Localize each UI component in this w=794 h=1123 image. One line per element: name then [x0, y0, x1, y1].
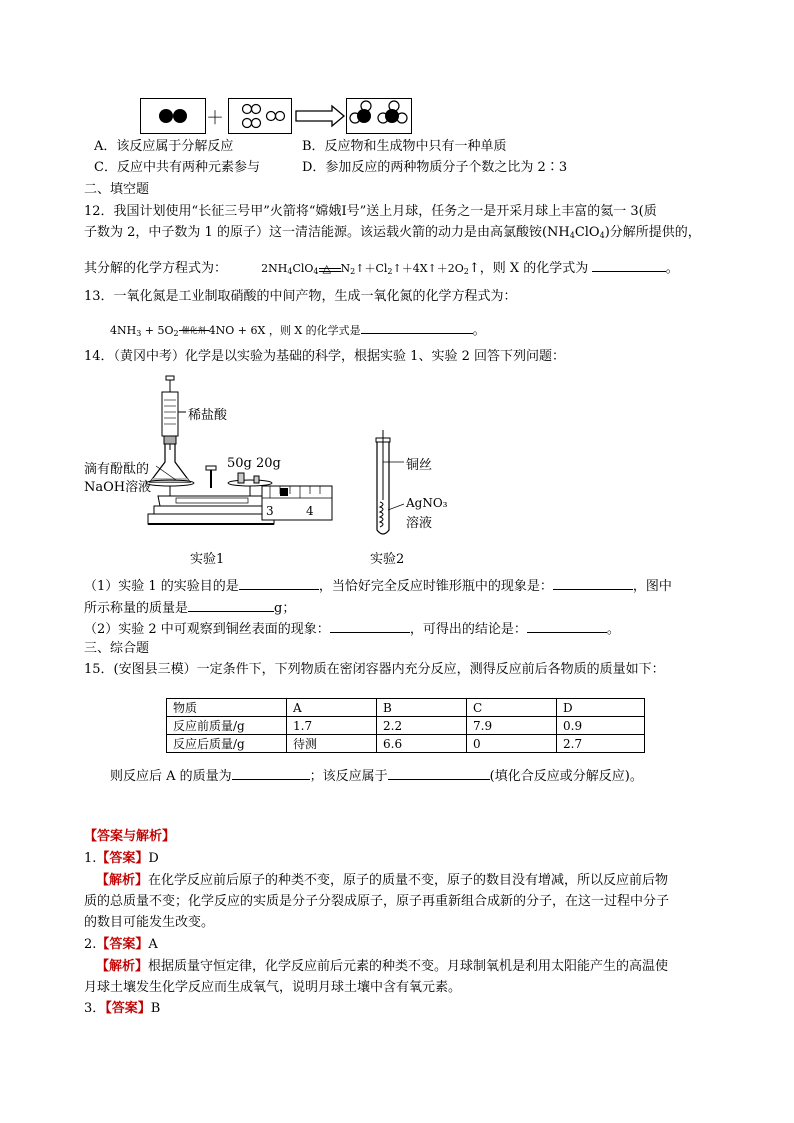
q14-phenomenon-blank[interactable] [553, 576, 633, 590]
scale-mark-4: 4 [306, 504, 314, 518]
answers-heading: 【答案与解析】 [84, 829, 176, 844]
table-cell: 2.7 [557, 735, 645, 753]
answer-3: 3．【答案】B [84, 1001, 161, 1016]
q14-sub1-line2: 所示称量的质量是 g； [84, 598, 295, 618]
reactant-box-2 [228, 98, 292, 134]
option-a: A．该反应属于分解反应 [94, 139, 234, 154]
weights-label: 50g 20g [227, 456, 281, 471]
table-cell: 1.7 [287, 717, 377, 735]
q14-mass-blank[interactable] [188, 598, 274, 612]
section-title-fill: 二、填空题 [84, 182, 150, 197]
q14-sub2-line: （2）实验 2 中可观察到铜丝表面的现象： ，可得出的结论是： 。 [84, 619, 620, 639]
q15-type-blank[interactable] [388, 766, 490, 780]
table-cell: 0 [467, 735, 557, 753]
q15-after-line: 则反应后 A 的质量为 ；该反应属于 (填化合反应或分解反应)。 [110, 766, 643, 786]
answer-1-explanation-3: 的数目可能发生改变。 [84, 915, 215, 930]
answer-2: 2.【答案】A [84, 937, 158, 952]
table-cell: C [467, 699, 557, 717]
molecule-diagram [136, 96, 416, 138]
solution-label: 溶液 [406, 516, 433, 531]
experiment-figure [84, 370, 448, 570]
table-row [167, 717, 645, 735]
q15-mass-blank[interactable] [232, 766, 310, 780]
q14-conclusion-blank[interactable] [527, 619, 607, 633]
q14-line1: 14．（黄冈中考）化学是以实验为基础的科学，根据实验 1、实验 2 回答下列问题： [84, 349, 565, 364]
table-cell: D [557, 699, 645, 717]
answer-1: 1.【答案】D [84, 851, 159, 866]
section-title-comprehensive: 三、综合题 [84, 641, 150, 656]
q12-equation: $2NH_4ClO_4$ △ $N_2↑+Cl_2↑+4X↑+2O_2↑$，则 X 的化学式为 [261, 261, 589, 276]
q14-sub1-line1: （1）实验 1 的实验目的是 ，当恰好完全反应时锥形瓶中的现象是： ，图中 [84, 576, 672, 596]
table-cell: 反应后质量/g [167, 735, 287, 753]
table-cell: B [377, 699, 467, 717]
table-cell: 0.9 [557, 717, 645, 735]
table-cell: 反应前质量/g [167, 717, 287, 735]
table-cell: A [287, 699, 377, 717]
experiment-2-caption: 实验2 [370, 552, 405, 567]
product-box [346, 98, 412, 134]
q12-line1: 12．我国计划使用“长征三号甲”火箭将“嫦娥Ⅰ号”送上月球，任务之一是开采月球上丰富的氦一 3(质 [84, 204, 657, 219]
q14-copper-blank[interactable] [330, 619, 410, 633]
phenol-label-2: NaOH溶液 [84, 480, 152, 495]
q13-equation-line: $4NH_3 + 5O_2$ 催化剂 4NO + 6X ，则 X 的化学式是 。 [110, 320, 486, 343]
hcl-label: 稀盐酸 [188, 408, 228, 423]
phenol-label-1: 滴有酚酞的 [84, 462, 150, 477]
q12-line3: 其分解的化学方程式为： $2NH_4ClO_4$ △ $N_2↑+Cl_2↑+4X↑+2O_2↑$，则 X 的化学式为 。 [84, 258, 679, 281]
option-d: D．参加反应的两种物质分子个数之比为 2∶3 [302, 160, 568, 175]
q13-answer-blank[interactable] [361, 320, 473, 334]
plus-sign: ＋ [206, 108, 224, 129]
scale-mark-3: 3 [266, 504, 274, 518]
option-c: C．反应中共有两种元素参与 [94, 160, 260, 175]
agno3-label: AgNO₃ [406, 496, 448, 510]
table-cell: 待测 [287, 735, 377, 753]
answer-1-explanation-1: 【解析】在化学反应前后原子的种类不变，原子的质量不变，原子的数目没有增减，所以反应前后物 [96, 873, 669, 888]
q12-answer-blank[interactable] [592, 258, 666, 272]
q13-line1: 13．一氧化氮是工业制取硝酸的中间产物，生成一氧化氮的化学方程式为： [84, 289, 517, 304]
table-row [167, 735, 645, 753]
answer-1-explanation-2: 质的总质量不变；化学反应的实质是分子分裂成原子，原子再重新组合成新的分子，在这一过程中分子 [84, 894, 670, 909]
q12-line2: 子数为 2，中子数为 1 的原子）这一清洁能源。该运载火箭的动力是由高氯酸铵$(NH_4ClO_4)$分解所提供的， [84, 225, 701, 240]
answer-2-explanation-1: 【解析】根据质量守恒定律，化学反应前后元素的种类不变。月球制氧机是利用太阳能产生的高温使 [96, 959, 669, 974]
copper-wire-label: 铜丝 [406, 458, 433, 473]
q15-line1: 15．(安图县三模）一定条件下，下列物质在密闭容器内充分反应，测得反应前后各物质的质量如下： [84, 662, 665, 677]
table-cell: 2.2 [377, 717, 467, 735]
answer-2-explanation-2: 月球土壤发生化学反应而生成氧气，说明月球土壤中含有氧元素。 [84, 980, 462, 995]
table-cell: 7.9 [467, 717, 557, 735]
q14-purpose-blank[interactable] [239, 576, 319, 590]
table-cell: 物质 [167, 699, 287, 717]
option-b: B．反应物和生成物中只有一种单质 [302, 139, 507, 154]
mass-table [166, 698, 645, 753]
table-header-row [167, 699, 645, 717]
experiment-1-caption: 实验1 [190, 552, 225, 567]
table-cell: 6.6 [377, 735, 467, 753]
